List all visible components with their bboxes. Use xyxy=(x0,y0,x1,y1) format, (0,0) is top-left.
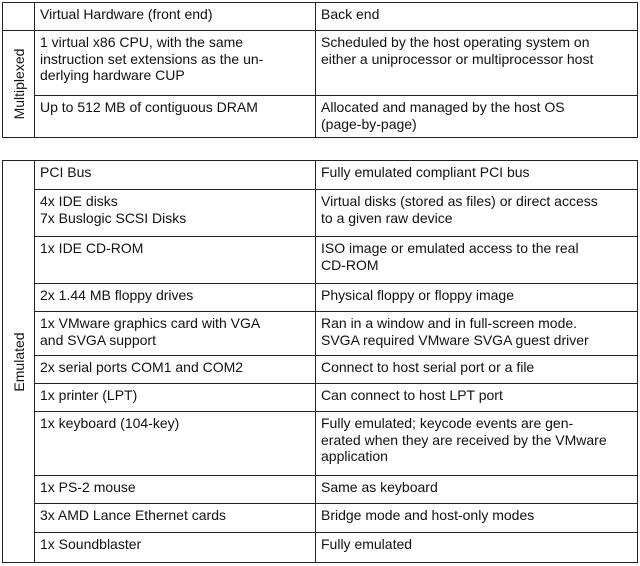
front-end-cell: Up to 512 MB of contiguous DRAM xyxy=(35,96,316,138)
back-end-cell: Can connect to host LPT port xyxy=(316,384,638,412)
front-end-cell: 1 virtual x86 CPU, with the same instruction set extensions as the un- derlying hardware CUP xyxy=(35,31,316,96)
front-end-cell: 1x printer (LPT) xyxy=(35,384,316,412)
table-row xyxy=(3,384,638,412)
front-end-cell: 4x IDE disks 7x Buslogic SCSI Disks xyxy=(35,190,316,237)
back-end-cell: Virtual disks (stored as files) or direct access to a given raw device xyxy=(316,190,638,237)
back-end-cell: Fully emulated compliant PCI bus xyxy=(316,161,638,190)
table-row xyxy=(3,190,638,237)
front-end-cell: 3x AMD Lance Ethernet cards xyxy=(35,504,316,533)
multiplexed-hardware-table xyxy=(2,2,638,138)
table-row xyxy=(3,356,638,384)
header-back-end: Back end xyxy=(316,3,638,31)
table-row xyxy=(3,31,638,96)
table-row xyxy=(3,161,638,190)
front-end-cell: 1x IDE CD-ROM xyxy=(35,237,316,284)
group-label-multiplexed: Multiplexed xyxy=(10,48,27,120)
back-end-cell: Allocated and managed by the host OS (page-by-page) xyxy=(316,96,638,138)
front-end-cell: 1x keyboard (104-key) xyxy=(35,412,316,476)
group-label-emulated: Emulated xyxy=(10,331,27,392)
table-row xyxy=(3,476,638,504)
front-end-cell: 1x VMware graphics card with VGA and SVGA support xyxy=(35,312,316,356)
header-front-end: Virtual Hardware (front end) xyxy=(35,3,316,31)
table-row xyxy=(3,412,638,476)
table-row xyxy=(3,533,638,563)
group-label-cell xyxy=(3,31,35,138)
back-end-cell: Bridge mode and host-only modes xyxy=(316,504,638,533)
table-row xyxy=(3,284,638,312)
header-blank-cell xyxy=(3,3,35,31)
table-row xyxy=(3,237,638,284)
table-row xyxy=(3,96,638,138)
table-row xyxy=(3,504,638,533)
back-end-cell: Same as keyboard xyxy=(316,476,638,504)
front-end-cell: 1x Soundblaster xyxy=(35,533,316,563)
group-label-cell xyxy=(3,161,35,563)
back-end-cell: Connect to host serial port or a file xyxy=(316,356,638,384)
back-end-cell: Ran in a window and in full-screen mode. SVGA required VMware SVGA guest driver xyxy=(316,312,638,356)
table-row xyxy=(3,312,638,356)
back-end-cell: Fully emulated xyxy=(316,533,638,563)
table-header-row xyxy=(3,3,638,31)
front-end-cell: 2x serial ports COM1 and COM2 xyxy=(35,356,316,384)
front-end-cell: PCI Bus xyxy=(35,161,316,190)
emulated-hardware-table xyxy=(2,160,638,563)
back-end-cell: Physical floppy or floppy image xyxy=(316,284,638,312)
front-end-cell: 2x 1.44 MB floppy drives xyxy=(35,284,316,312)
back-end-cell: Scheduled by the host operating system on either a uniprocessor or multiprocessor host xyxy=(316,31,638,96)
front-end-cell: 1x PS-2 mouse xyxy=(35,476,316,504)
back-end-cell: ISO image or emulated access to the real CD-ROM xyxy=(316,237,638,284)
back-end-cell: Fully emulated; keycode events are gen- erated when they are received by the VMware application xyxy=(316,412,638,476)
